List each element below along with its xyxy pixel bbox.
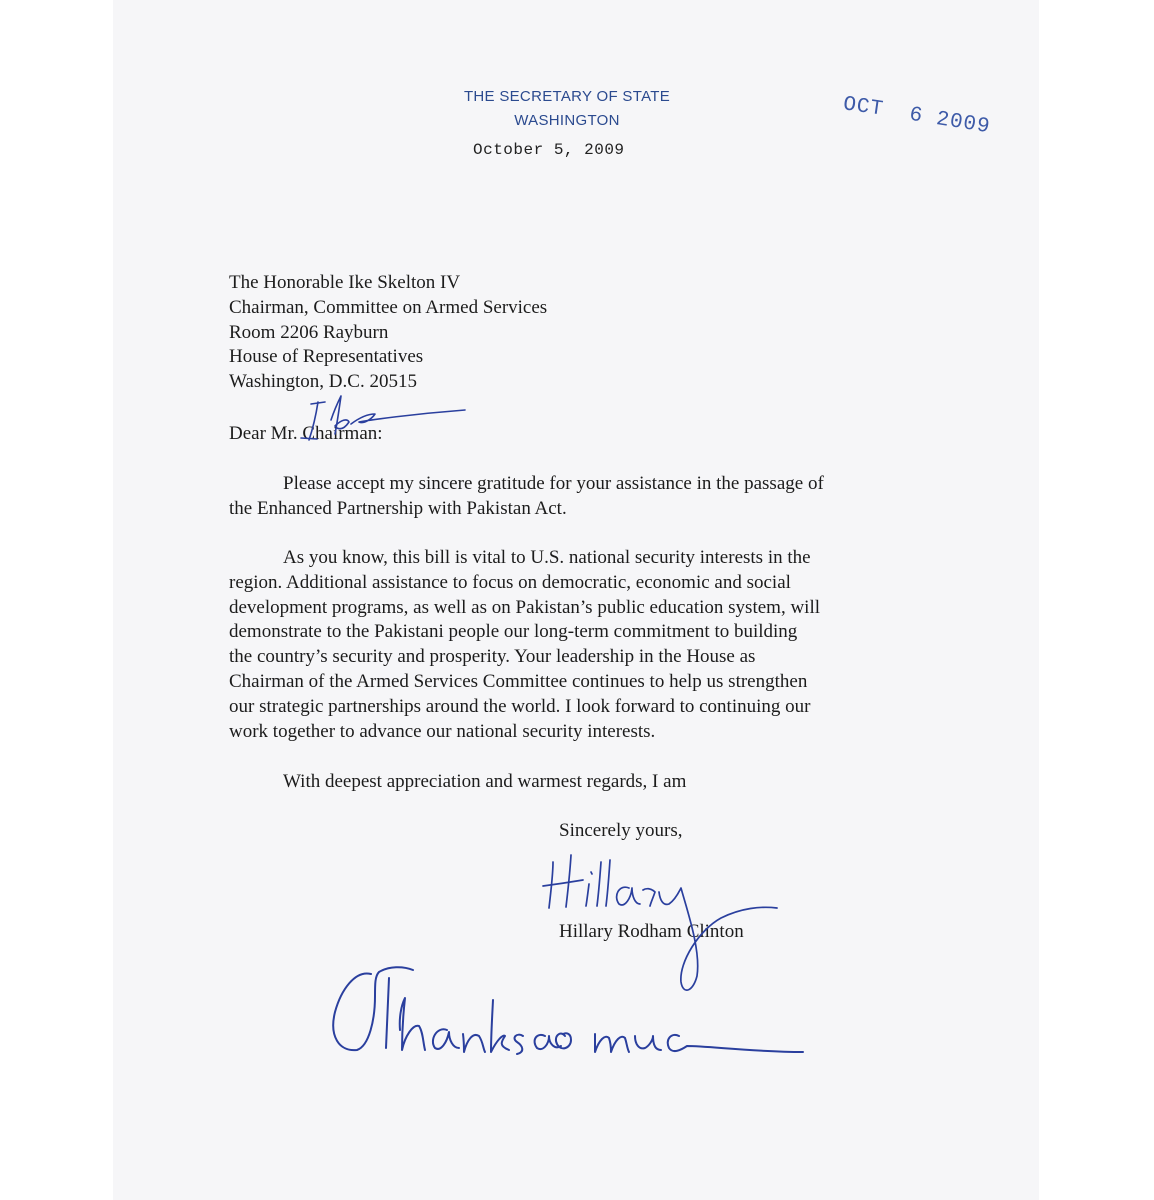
address-line: Chairman, Committee on Armed Services	[229, 296, 548, 318]
closing: Sincerely yours,	[559, 820, 683, 841]
address-line: The Honorable Ike Skelton IV	[229, 272, 461, 293]
paragraph-line: the country’s security and prosperity. Your leadership in the House as	[229, 646, 756, 668]
paragraph-1	[229, 472, 929, 522]
paragraph-line: development programs, as well as on Pakistan’s public education system, will	[229, 596, 821, 618]
paragraph-line: Chairman of the Armed Services Committee continues to help us strengthen	[229, 670, 808, 692]
paragraph-line: demonstrate to the Pakistani people our long-term commitment to building	[229, 621, 798, 643]
address-line: Washington, D.C. 20515	[229, 371, 417, 393]
received-stamp-month: OCT	[841, 93, 886, 122]
letterhead-city: WASHINGTON	[514, 112, 620, 129]
paragraph-line: work together to advance our national security interests.	[229, 720, 656, 742]
paragraph-line: our strategic partnerships around the world. I look forward to continuing our	[229, 695, 811, 717]
paragraph-3	[229, 770, 929, 795]
letter-page	[113, 0, 1039, 1200]
letterhead-title: THE SECRETARY OF STATE	[463, 88, 671, 105]
paragraph-line: region. Additional assistance to focus on democratic, economic and social	[229, 571, 791, 593]
handwritten-note-thanks	[333, 967, 803, 1054]
recipient-address	[229, 271, 547, 395]
received-stamp-day: 6 2009	[907, 103, 992, 140]
salutation: Dear Mr. Chairman:	[229, 423, 383, 444]
address-line: Room 2206 Rayburn	[229, 321, 389, 343]
letter-date: October 5, 2009	[473, 141, 625, 159]
paragraph-line: With deepest appreciation and warmest regards, I am	[283, 771, 687, 792]
paragraph-2	[229, 546, 929, 744]
signature-name: Hillary Rodham Clinton	[559, 921, 744, 942]
address-line: House of Representatives	[229, 346, 424, 368]
paragraph-line: the Enhanced Partnership with Pakistan Act.	[229, 497, 567, 519]
paragraph-line: Please accept my sincere gratitude for your assistance in the passage of	[283, 473, 824, 494]
paragraph-line: As you know, this bill is vital to U.S. national security interests in the	[283, 547, 811, 568]
